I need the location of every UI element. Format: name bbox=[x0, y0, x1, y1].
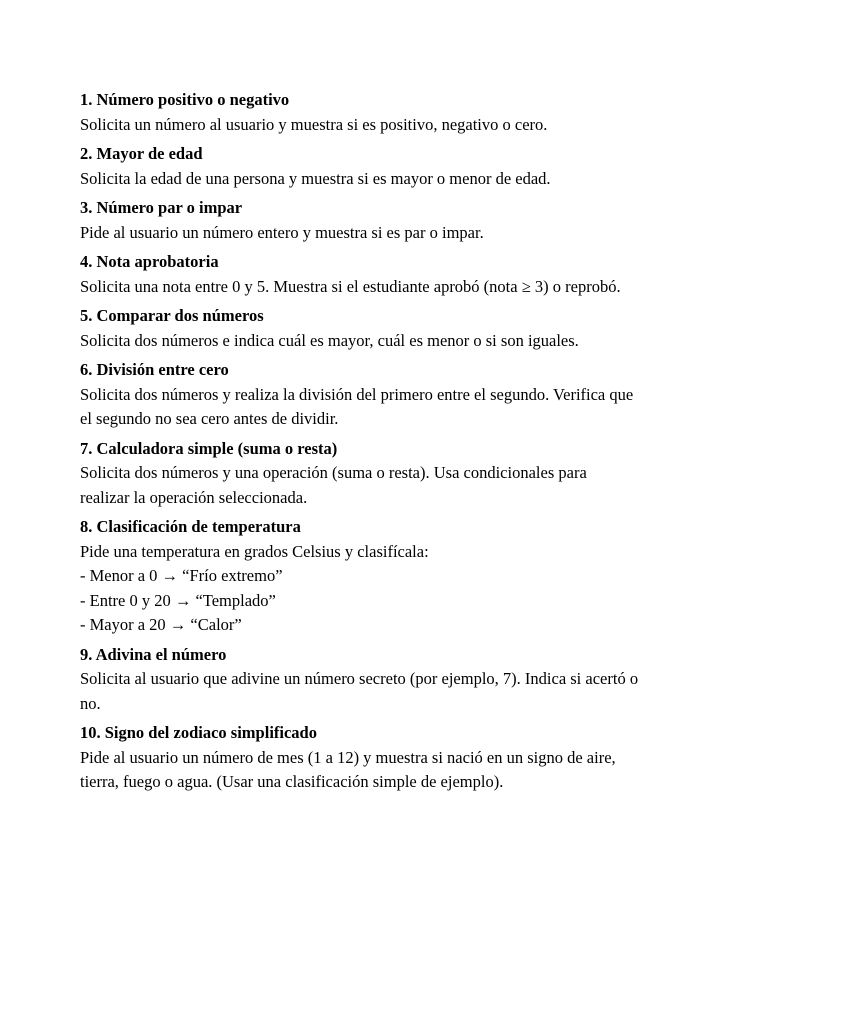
exercise-item bbox=[80, 304, 800, 353]
exercise-description-line: Solicita dos números e indica cuál es mayor, cuál es menor o si son iguales. bbox=[80, 330, 579, 350]
exercise-item bbox=[80, 643, 800, 717]
exercise-description-line: no. bbox=[80, 693, 101, 713]
exercise-item bbox=[80, 196, 800, 245]
exercise-title: 9. Adivina el número bbox=[80, 644, 227, 664]
exercise-title: 2. Mayor de edad bbox=[80, 144, 203, 163]
exercise-title: 7. Calculadora simple (suma o resta) bbox=[80, 438, 338, 458]
exercise-description-line: Pide al usuario un número de mes (1 a 12) y muestra si nació en un signo de aire, bbox=[80, 747, 616, 767]
exercise-description-line: - Menor a 0 → “Frío extremo” bbox=[80, 566, 283, 585]
exercise-item bbox=[80, 142, 800, 191]
exercise-item bbox=[80, 515, 800, 638]
exercise-title: 3. Número par o impar bbox=[80, 198, 243, 217]
exercise-item bbox=[80, 250, 800, 299]
exercise-title: 10. Signo del zodiaco simplificado bbox=[80, 723, 317, 742]
exercise-title: 6. División entre cero bbox=[80, 360, 229, 379]
exercise-description-line: Solicita la edad de una persona y muestra si es mayor o menor de edad. bbox=[80, 168, 551, 188]
exercise-list bbox=[80, 88, 800, 800]
exercise-description-line: Solicita dos números y realiza la división del primero entre el segundo. Verifica que bbox=[80, 384, 634, 404]
exercise-description-line: Solicita dos números y una operación (suma o resta). Usa condicionales para bbox=[80, 463, 587, 482]
exercise-description-line: realizar la operación seleccionada. bbox=[80, 487, 308, 507]
exercise-description-line: - Entre 0 y 20 → “Templado” bbox=[80, 590, 276, 610]
exercise-description-line: - Mayor a 20 → “Calor” bbox=[80, 615, 242, 634]
exercise-description-line: Pide una temperatura en grados Celsius y clasifícala: bbox=[80, 541, 429, 561]
exercise-item bbox=[80, 721, 800, 795]
exercise-item bbox=[80, 437, 800, 511]
exercise-description-line: Solicita al usuario que adivine un número secreto (por ejemplo, 7). Indica si acertó o bbox=[80, 669, 639, 688]
exercise-description-line: tierra, fuego o agua. (Usar una clasificación simple de ejemplo). bbox=[80, 772, 504, 791]
exercise-item bbox=[80, 88, 800, 137]
exercise-title: 1. Número positivo o negativo bbox=[80, 90, 290, 109]
exercise-description-line: Pide al usuario un número entero y muestra si es par o impar. bbox=[80, 222, 484, 242]
exercise-description-line: el segundo no sea cero antes de dividir. bbox=[80, 409, 339, 428]
exercise-description-line: Solicita un número al usuario y muestra si es positivo, negativo o cero. bbox=[80, 114, 548, 134]
exercise-item bbox=[80, 358, 800, 432]
exercise-title: 4. Nota aprobatoria bbox=[80, 252, 219, 271]
exercise-title: 5. Comparar dos números bbox=[80, 306, 264, 325]
exercise-description-line: Solicita una nota entre 0 y 5. Muestra si el estudiante aprobó (nota ≥ 3) o reprobó. bbox=[80, 276, 621, 296]
exercise-title: 8. Clasificación de temperatura bbox=[80, 517, 301, 536]
